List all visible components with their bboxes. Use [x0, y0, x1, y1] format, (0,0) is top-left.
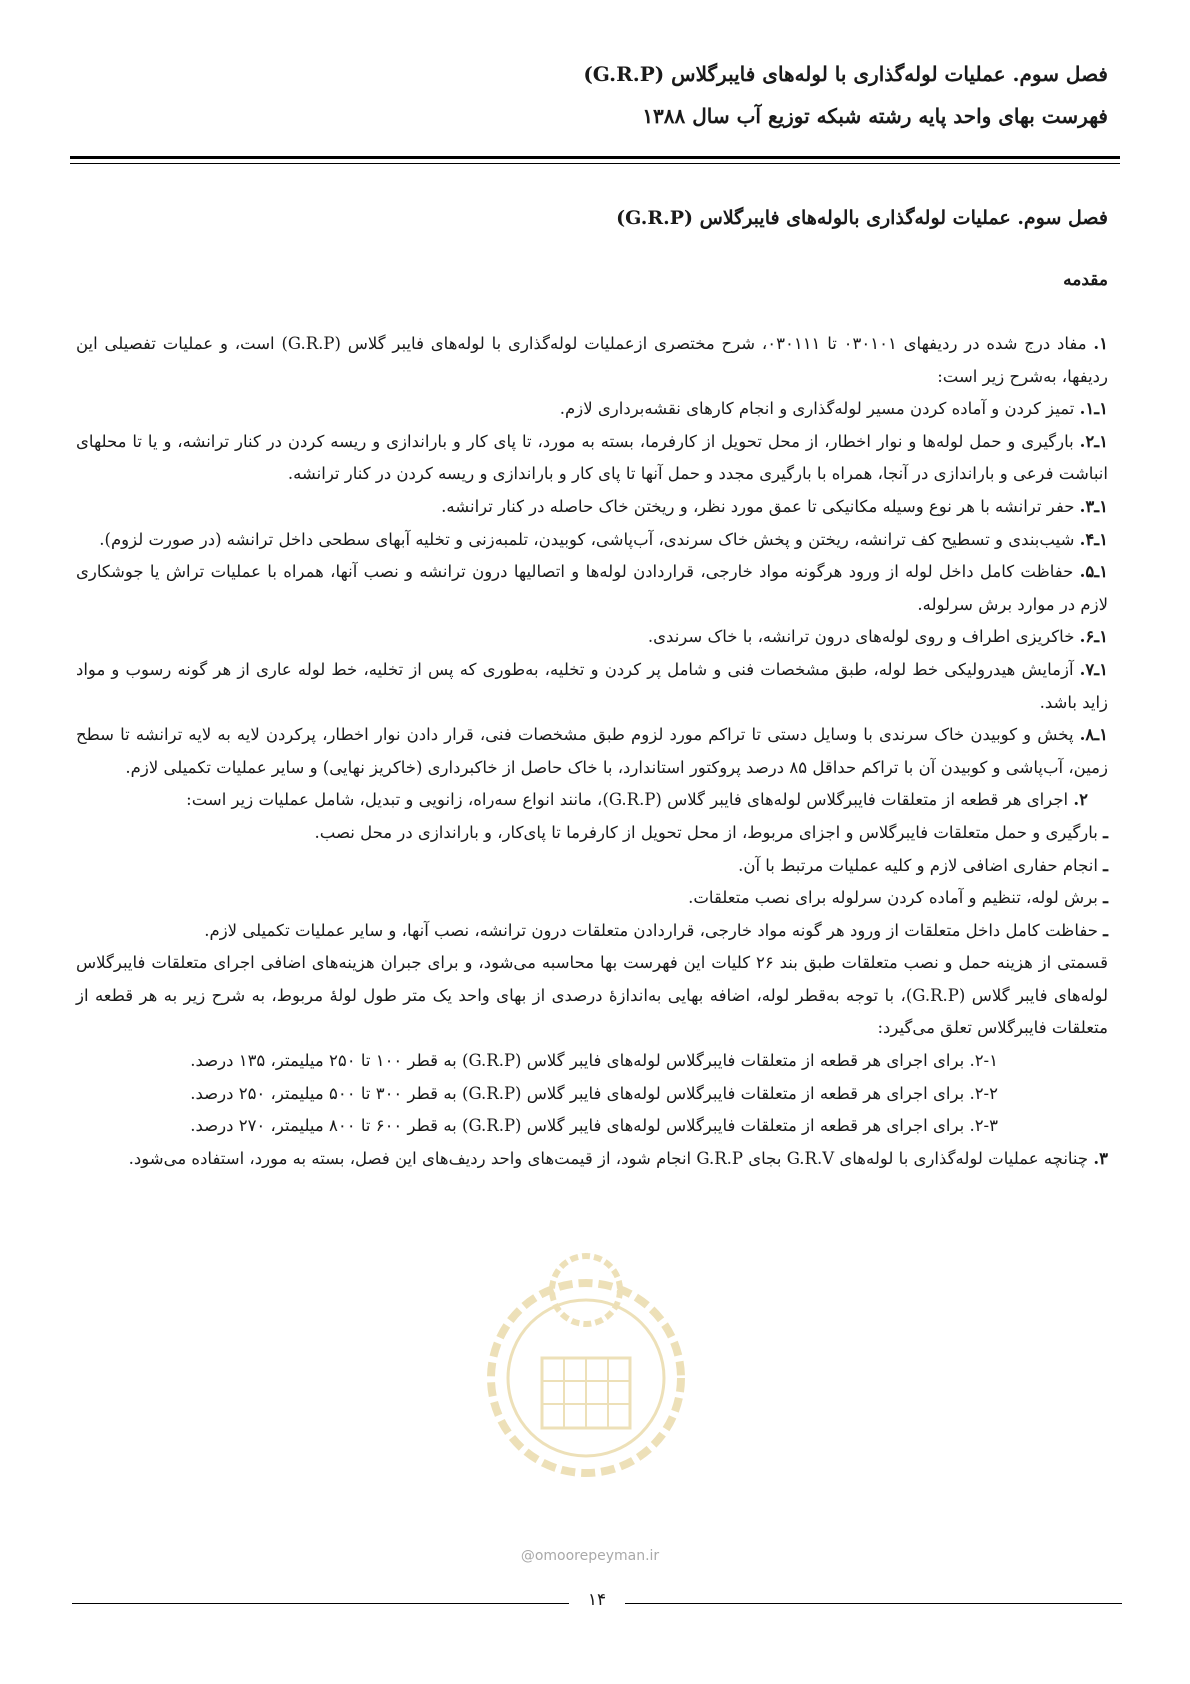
intro-heading: مقدمه: [1063, 270, 1108, 290]
watermark-site: @omoorepeyman.ir: [520, 1548, 660, 1564]
item-text: تمیز کردن و آماده کردن مسیر لوله‌گذاری و انجام کارهای نقشه‌برداری لازم.: [559, 399, 1075, 419]
header-rule-thick: [70, 156, 1120, 159]
list-item: [76, 654, 1108, 719]
item-text: حفاظت کامل داخل متعلقات از ورود هر گونه مواد خارجی، قراردادن متعلقات درون ترانشه، نصب آنها، و سایر عملیات تکمیلی لازم.: [204, 920, 1098, 940]
list-item: [76, 393, 1108, 426]
footer-rule-right: [625, 1603, 1122, 1604]
item-number: ۲-۳.: [969, 1116, 998, 1136]
list-item: [76, 719, 1108, 784]
list-item: [76, 1143, 1108, 1176]
item-dash: ـ: [1103, 888, 1108, 908]
list-item: [76, 524, 1108, 557]
running-header-price-list: فهرست بهای واحد پایه رشته شبکه توزیع آب سال ۱۳۸۸: [642, 104, 1108, 128]
item-text: پخش و کوبیدن خاک سرندی با وسایل دستی تا تراکم مورد لزوم طبق مشخصات فنی، قرار دادن نوار اخطار، پرکردن لایه به لایه ترانشه تا سطح زمین، آب‌پاشی و کوبیدن آن با تراکم حداقل ۸۵ درصد پروکتور استاندارد، با خاک حاصل از خاکبرداری (خاکریز نهایی) و سایر عملیات تکمیلی لازم.: [76, 725, 1108, 777]
list-item: [76, 784, 1108, 817]
header-rule-thin: [70, 163, 1120, 164]
item-number: ۲-۲.: [969, 1083, 998, 1103]
item-text: حفر ترانشه با هر نوع وسیله مکانیکی تا عمق مورد نظر، و ریختن خاک حاصله در کنار ترانشه.: [441, 496, 1075, 516]
item-number: ۱ـ۵.: [1079, 562, 1108, 582]
item-text: قسمتی از هزینه حمل و نصب متعلقات طبق بند ۲۶ کلیات این فهرست بها محاسبه می‌شود، و برای جبران هزینه‌های اضافی اجرای متعلقات فایبرگلاس لوله‌های فایبر گلاس (G.R.P)، با توجه به‌قطر لوله، اضافه بهایی به‌اندازهٔ درصدی از بهای واحد یک متر طول لولهٔ مربوط، به شرح زیر به هر قطعه از متعلقات فایبرگلاس تعلق می‌گیرد:: [76, 953, 1108, 1038]
item-text: آزمایش هیدرولیکی خط لوله، طبق مشخصات فنی و شامل پر کردن و تخلیه، به‌طوری که پس از تخلیه، خط لوله عاری از هر گونه رسوب و مواد زاید باشد.: [76, 659, 1108, 712]
item-text: شیب‌بندی و تسطیح کف ترانشه، ریختن و پخش خاک سرندی، آب‌پاشی، کوبیدن، تلمبه‌زنی و تخلیه آبهای سطحی داخل ترانشه (در صورت لزوم).: [99, 529, 1075, 549]
item-text: حفاظت کامل داخل لوله از ورود هرگونه مواد خارجی، قراردادن لوله‌ها و اتصالیها درون ترانشه و نصب آنها، همراه با عملیات تراش یا جوشکاری لازم در موارد برش سرلوله.: [76, 562, 1108, 614]
item-text: بارگیری و حمل لوله‌ها و نوار اخطار، از محل تحویل از کارفرما، بسته به مورد، تا پای کار و باراندازی و ریسه کردن در کنار ترانشه، و یا تا محلهای انباشت فرعی و باراندازی در آنجا، همراه با بارگیری مجدد و حمل آنها تا پای کار و باراندازی و ریسه کردن در کنار ترانشه.: [76, 431, 1108, 484]
item-text: برش لوله، تنظیم و آماده کردن سرلوله برای نصب متعلقات.: [688, 888, 1098, 908]
item-dash: ـ: [1103, 920, 1108, 940]
item-number: ۱ـ۶.: [1079, 627, 1108, 647]
list-item: [76, 556, 1108, 621]
paragraph: [76, 947, 1108, 1045]
item-text: اجرای هر قطعه از متعلقات فایبرگلاس لوله‌های فایبر گلاس (G.R.P)، مانند انواع سه‌راه، زانویی و تبدیل، شامل عملیات زیر است:: [186, 790, 1069, 810]
section-title: فصل سوم. عملیات لوله‌گذاری بالوله‌های فایبرگلاس (G.R.P): [616, 207, 1108, 229]
list-item: [76, 491, 1108, 524]
list-item: [76, 915, 1108, 948]
list-item: [76, 1078, 1108, 1111]
list-item: [76, 1045, 1108, 1078]
body-text: [76, 328, 1108, 1175]
item-text: مفاد درج شده در ردیفهای ۰۳۰۱۰۱ تا ۰۳۰۱۱۱، شرح مختصری ازعملیات لوله‌گذاری با لوله‌های فایبر گلاس (G.R.P) است، و عملیات تفصیلی این ردیفها، به‌شرح زیر است:: [76, 334, 1108, 386]
item-number: ۱.: [1093, 334, 1109, 353]
list-item: [76, 882, 1108, 915]
item-number: ۳.: [1093, 1148, 1108, 1168]
item-number: ۱ـ۸.: [1079, 725, 1108, 745]
list-item: [76, 328, 1108, 393]
watermark-site-text: omoorepeyman.ir: [534, 1548, 660, 1564]
item-text: خاکریزی اطراف و روی لوله‌های درون ترانشه، با خاک سرندی.: [647, 627, 1075, 647]
item-number: ۱ـ۳.: [1079, 496, 1108, 516]
running-header-chapter: فصل سوم. عملیات لوله‌گذاری با لوله‌های فایبرگلاس (G.R.P): [583, 62, 1108, 86]
footer-rule-left: [72, 1603, 569, 1604]
item-number: ۲.: [1073, 790, 1088, 810]
item-text: بارگیری و حمل متعلقات فایبرگلاس و اجزای مربوط، از محل تحویل از کارفرما تا پای‌کار، و باراندازی در محل نصب.: [314, 822, 1098, 842]
list-item: [76, 426, 1108, 491]
list-item: [76, 1110, 1108, 1143]
page-number: ۱۴: [587, 1590, 607, 1610]
item-text: برای اجرای هر قطعه از متعلقات فایبرگلاس لوله‌های فایبر گلاس (G.R.P) به قطر ۱۰۰ تا ۲۵۰ میلیمتر، ۱۳۵ درصد.: [190, 1051, 965, 1071]
item-text: انجام حفاری اضافی لازم و کلیه عملیات مرتبط با آن.: [738, 855, 1098, 875]
item-number: ۲-۱.: [969, 1051, 998, 1071]
gear-seal-logo-icon: [484, 1228, 689, 1518]
list-item: [76, 817, 1108, 850]
item-dash: ـ: [1103, 822, 1108, 842]
list-item: [76, 850, 1108, 883]
item-number: ۱ـ۱.: [1079, 399, 1108, 419]
list-item: [76, 621, 1108, 654]
item-number: ۱ـ۲.: [1079, 431, 1108, 451]
item-number: ۱ـ۷.: [1079, 659, 1108, 679]
item-text: برای اجرای هر قطعه از متعلقات فایبرگلاس لوله‌های فایبر گلاس (G.R.P) به قطر ۶۰۰ تا ۸۰۰ میلیمتر، ۲۷۰ درصد.: [190, 1116, 965, 1136]
item-number: ۱ـ۴.: [1079, 529, 1108, 549]
item-dash: ـ: [1103, 855, 1108, 875]
item-text: چنانچه عملیات لوله‌گذاری با لوله‌های G.R.V بجای G.R.P انجام شود، از قیمت‌های واحد ردیف‌های این فصل، بسته به مورد، استفاده می‌شود.: [128, 1148, 1089, 1168]
item-text: برای اجرای هر قطعه از متعلقات فایبرگلاس لوله‌های فایبر گلاس (G.R.P) به قطر ۳۰۰ تا ۵۰۰ میلیمتر، ۲۵۰ درصد.: [190, 1083, 965, 1103]
